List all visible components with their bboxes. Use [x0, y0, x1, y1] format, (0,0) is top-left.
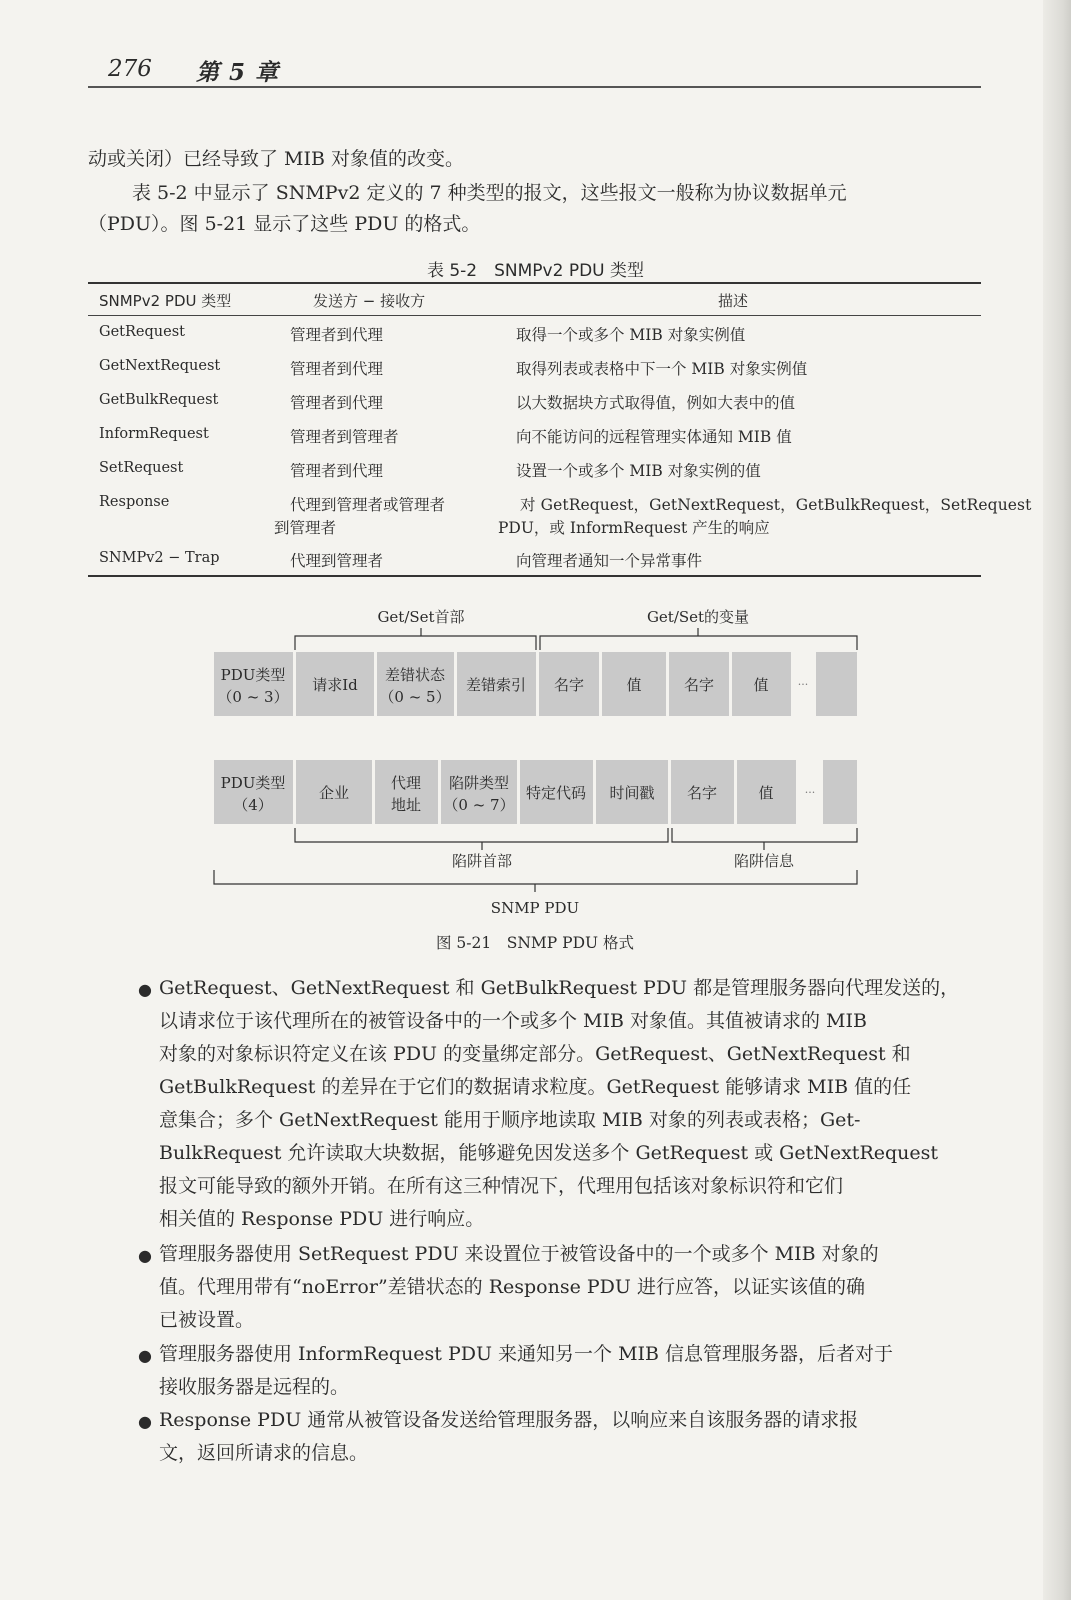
bullet-line: 接收服务器是远程的。 [159, 1376, 350, 1398]
table-header-desc: 描述 [718, 292, 749, 310]
cell-desc: 取得列表或表格中下一个 MIB 对象实例值 [516, 360, 808, 378]
svg-text:差错索引: 差错索引 [465, 676, 527, 694]
cell-type: SetRequest [99, 460, 184, 476]
svg-text:特定代码: 特定代码 [525, 784, 587, 802]
cell-desc: 设置一个或多个 MIB 对象实例的值 [516, 462, 761, 480]
svg-text:时间戳: 时间戳 [609, 784, 655, 802]
svg-text:名字: 名字 [683, 676, 715, 694]
svg-text:（0 ~ 5）: （0 ~ 5） [379, 688, 451, 706]
table-title: 表 5-2 SNMPv2 PDU 类型 [426, 261, 645, 281]
svg-text:（0 ~ 3）: （0 ~ 3） [217, 688, 289, 706]
cell-desc-cont: PDU，或 InformRequest 产生的响应 [498, 519, 770, 537]
svg-text:请求Id: 请求Id [312, 676, 358, 694]
paragraph-line: 表 5-2 中显示了 SNMPv2 定义的 7 种类型的报文，这些报文一般称为协议数据单元 [132, 182, 847, 204]
cell-desc: 向管理者通知一个异常事件 [516, 552, 703, 570]
label-trap-info: 陷阱信息 [733, 852, 795, 870]
svg-text:PDU类型: PDU类型 [220, 774, 286, 792]
label-trap-header: 陷阱首部 [451, 852, 513, 870]
label-getset-header: Get/Set首部 [377, 608, 465, 626]
svg-text:名字: 名字 [686, 784, 718, 802]
cell-type: Response [99, 494, 170, 510]
svg-text:名字: 名字 [553, 676, 585, 694]
table-header-type: SNMPv2 PDU 类型 [99, 292, 232, 310]
bullet-line: 已被设置。 [159, 1309, 255, 1331]
cell-type: SNMPv2 − Trap [99, 550, 220, 566]
bullet-line: BulkRequest 允许读取大块数据，能够避免因发送多个 GetRequest 或 GetNextRequest [159, 1142, 939, 1164]
svg-text:值: 值 [753, 676, 769, 694]
svg-text:（0 ~ 7）: （0 ~ 7） [443, 796, 515, 814]
svg-text:差错状态: 差错状态 [384, 666, 446, 684]
bullet-marker: ● [138, 1246, 152, 1265]
cell-type: GetBulkRequest [99, 392, 219, 408]
cell-desc: 以大数据块方式取得值，例如大表中的值 [516, 394, 796, 412]
bullet-line: 意集合；多个 GetNextRequest 能用于顺序地读取 MIB 对象的列表或表格；Get- [159, 1109, 861, 1131]
bullet-marker: ● [138, 1412, 152, 1431]
ellipsis-2: ··· [804, 786, 816, 799]
bullet-line: 相关值的 Response PDU 进行响应。 [159, 1208, 485, 1230]
svg-text:PDU类型: PDU类型 [220, 666, 286, 684]
bullet-marker: ● [138, 1346, 152, 1365]
svg-text:代理: 代理 [390, 774, 422, 792]
cell-sender: 管理者到代理 [290, 326, 384, 344]
bullet-marker: ● [138, 980, 152, 999]
chapter-label: 第 5 章 [196, 59, 280, 86]
cell-type: GetRequest [99, 324, 185, 340]
cell-desc: 对 GetRequest，GetNextRequest，GetBulkRequest，SetRequest [520, 496, 1032, 514]
cell-desc: 向不能访问的远程管理实体通知 MIB 值 [516, 428, 792, 446]
cell-sender: 代理到管理者或管理者 [290, 496, 446, 514]
svg-text:地址: 地址 [390, 796, 422, 814]
bullet-line: GetBulkRequest 的差异在于它们的数据请求粒度。GetRequest 能够请求 MIB 值的任 [159, 1076, 912, 1098]
svg-text:陷阱类型: 陷阱类型 [448, 774, 510, 792]
cell-sender-cont: 到管理者 [274, 519, 337, 537]
label-snmp-pdu: SNMP PDU [490, 899, 580, 917]
getset-brackets [295, 628, 857, 650]
bullet-line: GetRequest、GetNextRequest 和 GetBulkRequest PDU 都是管理服务器向代理发送的， [159, 977, 960, 999]
cell-desc: 取得一个或多个 MIB 对象实例值 [516, 326, 746, 344]
page-number: 276 [108, 56, 152, 82]
bullet-line: 值。代理用带有“noError”差错状态的 Response PDU 进行应答，以证实该值的确 [159, 1276, 865, 1298]
svg-text:值: 值 [626, 676, 642, 694]
label-getset-vars: Get/Set的变量 [646, 608, 750, 626]
svg-text:企业: 企业 [318, 784, 350, 802]
bullet-line: 报文可能导致的额外开销。在所有这三种情况下，代理用包括该对象标识符和它们 [159, 1175, 844, 1197]
bullet-line: 以请求位于该代理所在的被管设备中的一个或多个 MIB 对象值。其值被请求的 MIB [159, 1010, 867, 1032]
cell-sender: 管理者到代理 [290, 462, 384, 480]
paragraph-line: （PDU）。图 5-21 显示了这些 PDU 的格式。 [88, 213, 481, 235]
figure-caption: 图 5-21 SNMP PDU 格式 [435, 934, 635, 952]
bullet-line: 管理服务器使用 InformRequest PDU 来通知另一个 MIB 信息管理服务器，后者对于 [159, 1343, 894, 1365]
cell-sender: 管理者到管理者 [290, 428, 399, 446]
cell-sender: 管理者到代理 [290, 394, 384, 412]
cell-sender: 管理者到代理 [290, 360, 384, 378]
table-header-sender: 发送方 − 接收方 [313, 292, 426, 310]
svg-text:值: 值 [758, 784, 774, 802]
cell-type: GetNextRequest [99, 358, 221, 374]
bullet-line: 管理服务器使用 SetRequest PDU 来设置位于被管设备中的一个或多个 MIB 对象的 [159, 1243, 879, 1265]
ellipsis-1: ··· [797, 678, 809, 691]
cell-type: InformRequest [99, 426, 209, 442]
paragraph-continuation: 动或关闭）已经导致了 MIB 对象值的改变。 [88, 148, 465, 170]
cell-sender: 代理到管理者 [290, 552, 384, 570]
svg-text:（4）: （4） [233, 796, 273, 814]
bullet-line: 对象的对象标识符定义在该 PDU 的变量绑定部分。GetRequest、GetNextRequest 和 [159, 1043, 911, 1065]
bullet-line: 文，返回所请求的信息。 [159, 1442, 369, 1464]
bullet-line: Response PDU 通常从被管设备发送给管理服务器，以响应来自该服务器的请求报 [159, 1409, 859, 1431]
